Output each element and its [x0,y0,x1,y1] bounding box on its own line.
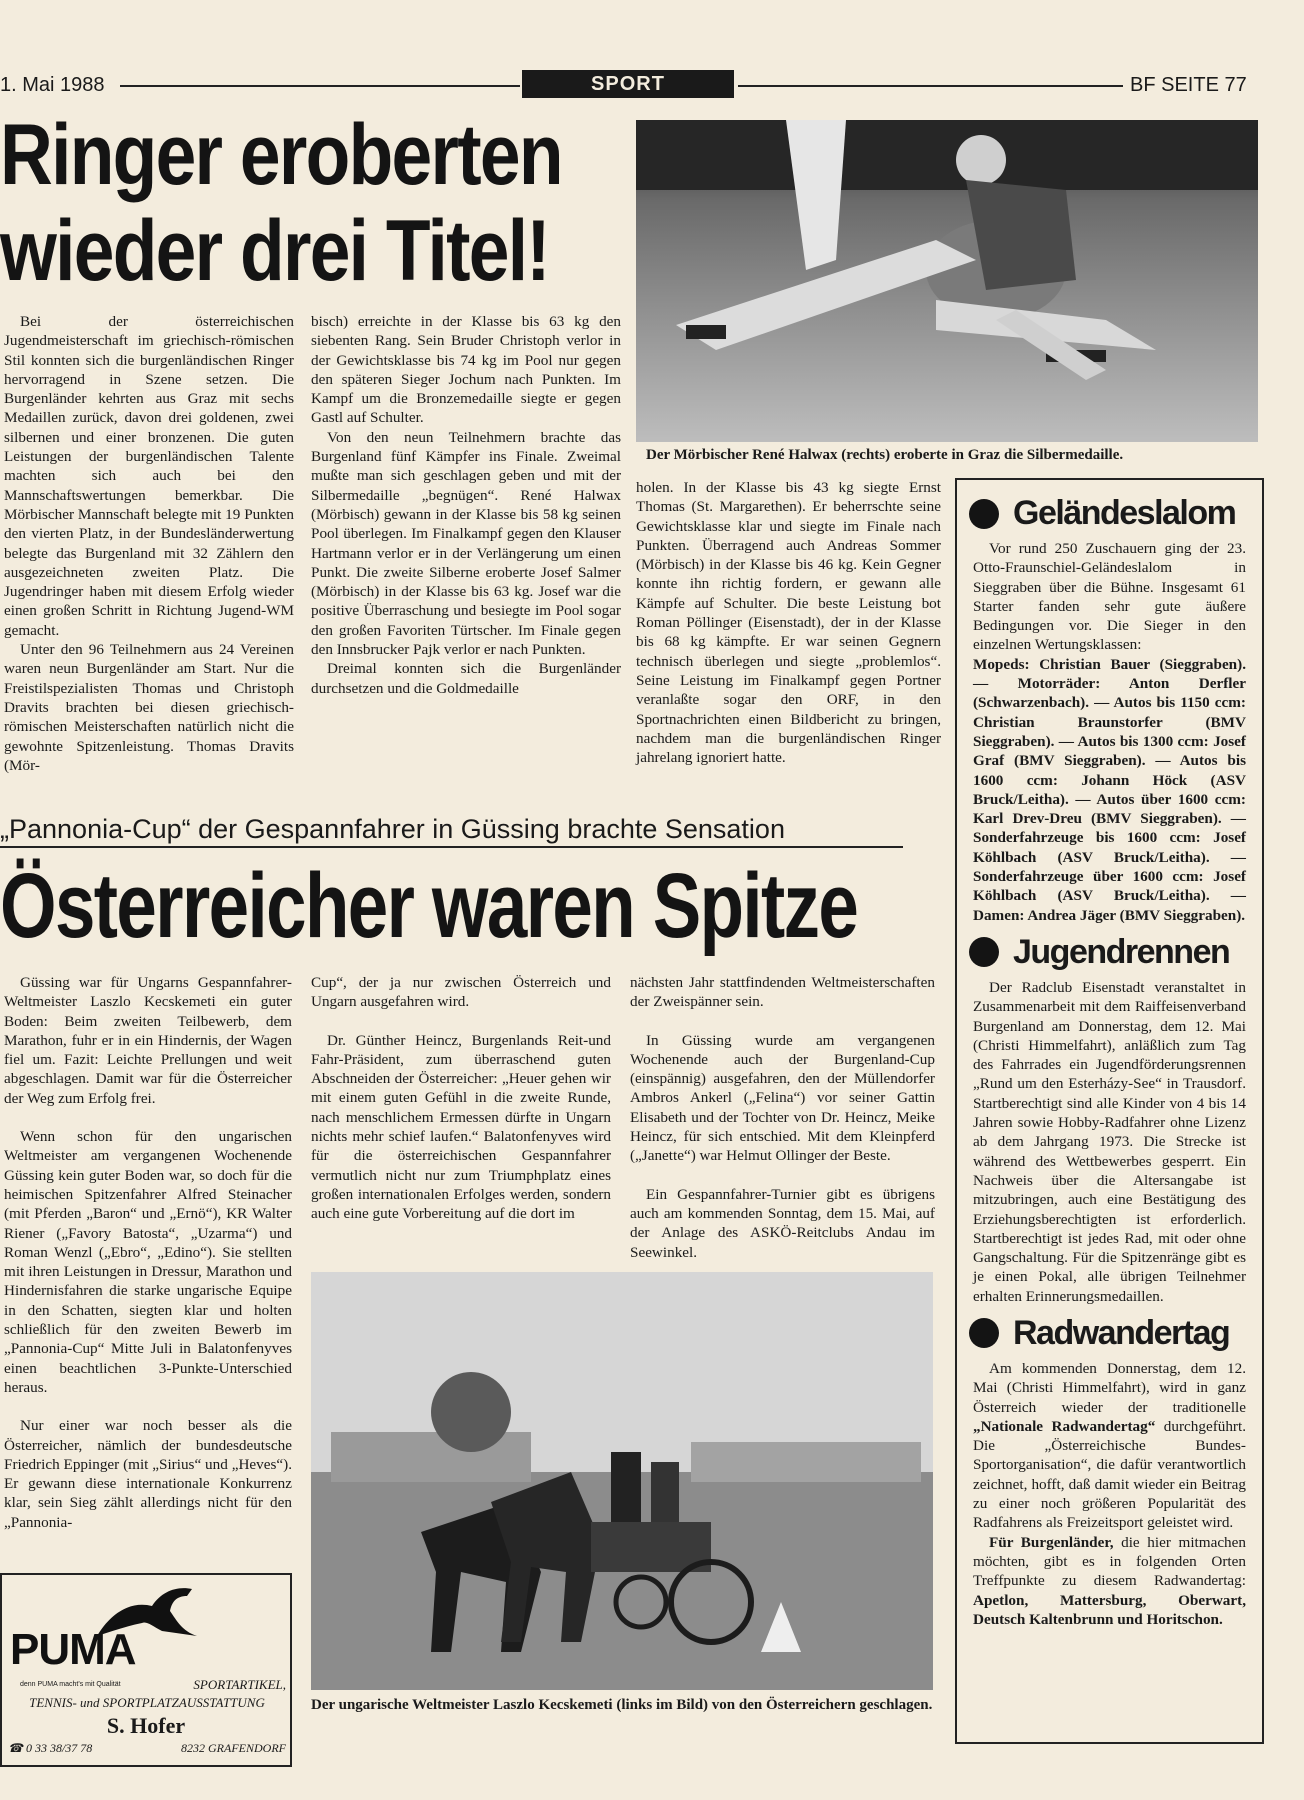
carriage-photo-caption: Der ungarische Weltmeister Laszlo Kecskemeti (links im Bild) von den Österreichern geschlagen. [311,1697,933,1713]
ad-tennis: TENNIS- und SPORTPLATZAUSSTATTUNG [29,1695,265,1710]
puma-logo: PUMA [10,1625,136,1674]
bullet-icon [969,937,999,967]
sidebar-box [955,478,1264,1744]
ad-name: S. Hofer [106,1713,186,1738]
bullet-icon [969,1318,999,1348]
jugendrennen-text: Der Radclub Eisenstadt veranstaltet in Zusammenarbeit mit dem Raiffeisenverband Burgenland am Donnerstag, dem 12. Mai (Christi Himmelfahrt), anläßlich zum Tag des Fahrrades ein Jugendförderungsrennen „Rund um den Esterházy-See“ in Trausdorf. Startberechtigt sind alle Kinder von 4 bis 14 Jahren sowie Hobby-Radfahrer ohne Lizenz ab dem Jahrgang 1973. Die Strecke ist während des Wettbewerbes gesperrt. Ein Nachweis über die Altersangabe ist mitzubringen, auch eine Bestätigung des Erziehungsberechtigten ist erforderlich. Startberechtigt ist jedes Rad, mit oder ohne Gangschaltung. Für die Spitzenränge gibt es je einen Pokal, alle übrigen Teilnehmer erhalten Erinnerungsmedaillen. [973,978,1246,1305]
headline-ringer-1: Ringer eroberten [0,107,562,203]
page-header [0,70,1265,100]
article1-column-3: holen. In der Klasse bis 43 kg siegte Ernst Thomas (St. Margarethen). Er beherrschte seine Gewichtsklasse klar und siegte im Finale nach Punkten. Überragend auch Andreas Sommer (Mörbisch) in der Klasse bis 46 kg. Kein Gegner konnte ihn richtig fordern, er gewann alle Kämpfe auf Schulter. Die beste Leistung bot Roman Pöllinger (Eisenstadt), der in der Klasse bis 68 kg kämpfte. Er war seinen Gegnern technisch überlegen und siegte „problemlos“. Seine Leistung im Finalkampf gegen Portner veranlaßte sogar den ORF, in den Sportnachrichten einen Bildbericht zu bringen, nachdem man die burgenländischen Ringer jahrelang ignoriert hatte. [636,479,941,767]
article1-column-2: bisch) erreichte in der Klasse bis 63 kg den siebenten Rang. Sein Bruder Christoph verlor in der Gewichtsklasse bis 74 kg im Pool nur gegen den späteren Sieger Jochum nach Punkten. Im Kampf um die Bronzemedaille siegte er gegen Gastl auf Schulter. Von den neun Teilnehmern brachte das Burgenland fünf Kämpfer ins Finale. Zweimal mußte man sich geschlagen geben und mit der Silbermedaille „begnügen“. René Halwax (Mörbisch) gewann in der Klasse bis 58 kg seinen Pool überlegen. Im Finalkampf gegen den Klauser Hartmann verlor er in der Verlängerung um einen Punkt. Die zweite Silberne eroberte Josef Salmer (Mörbisch) in der Klasse bis 63 kg. Josef war die positive Überraschung und besiegte im Pool sogar den großen Favoriten Türtscher. Im Finale gegen den Innsbrucker Pajk verlor er nach Punkten. Dreimal konnten sich die Burgenländer durchsetzen und die Goldmedaille [311,313,621,697]
sidebar-heading-jugendrennen: Jugendrennen [957,933,1262,972]
sidebar-heading-radwandertag: Radwandertag [957,1314,1262,1353]
section-label: SPORT [522,70,734,98]
carriage-photo [311,1272,933,1690]
wrestling-photo-caption: Der Mörbischer René Halwax (rechts) eroberte in Graz die Silbermedaille. [646,447,1124,463]
header-rule-left [120,85,520,87]
headline-spitze: Österreicher waren Spitze [0,855,858,957]
issue-date: 1. Mai 1988 [0,74,105,96]
headline-ringer-2: wieder drei Titel! [0,203,549,299]
ad-phone: ☎ 0 33 38/37 78 [8,1741,93,1755]
wrestling-photo [636,120,1258,442]
radwandertag-text: Am kommenden Donnerstag, dem 12. Mai (Christi Himmelfahrt), wird in ganz Österreich wieder der traditionelle „Nationale Radwandertag“ durchgeführt. Die „Österreichische Bundes-Sportorganisation“, die dafür verantwortlich zeichnet, hofft, daß damit wieder ein Beitrag zu einer noch größeren Popularität des Radfahrens als Freizeitsport geleistet wird. Für Burgenländer, die hier mitmachen möchten, gibt es in folgenden Orten Treffpunkte zu diesem Radwandertag: Apetlon, Mattersburg, Oberwart, Deutsch Kaltenbrunn und Horitschon. [973,1359,1247,1628]
kicker-rule [0,846,903,848]
bullet-icon [969,499,999,529]
article2-column-1: Güssing war für Ungarns Gespannfahrer-Weltmeister Laszlo Kecskemeti ein guter Boden: Beim zweiten Teilbewerb, dem Marathon, fuhr er in ein Hindernis, der Wagen fiel um. Fazit: Leichte Prellungen und weit abgeschlagen. Damit war für die Österreicher der Weg zum Erfolg frei. Wenn schon für den ungarischen Weltmeister am vergangenen Wochenende Güssing kein guter Boden war, so doch für die heimischen Spitzenfahrer Alfred Steinacher (mit Pferden „Baron“ und „Ernö“), KR Walter Riener („Favory Batosta“, „Uzarma“) und Roman Wenzl („Ebro“, „Edino“). Sie stellten mit ihren Leistungen in Dressur, Marathon und Hindernisfahren die starke ungarische Equipe in den Schatten, siegten klar und holten schließlich für den zweiten Bewerb im „Pannonia-Cup“ Mitte Juli in Balatonfenyves einen beachtlichen 3-Punkte-Unterschied heraus. Nur einer war noch besser als die Österreicher, nämlich der bundesdeutsche Friedrich Eppinger (mit „Sirius“ und „Heves“). Er gewann diese internationale Konkurrenz klar, sein Sieg zählt allerdings nicht für den „Pannonia- [4,974,292,1531]
page-number: BF SEITE 77 [1130,74,1247,96]
article1-column-1: Bei der österreichischen Jugendmeisterschaft im griechisch-römischen Stil konnten sich die burgenländischen Ringer hervorragend in Szene setzen. Die Burgenländer kehrten aus Graz mit sechs Medaillen zurück, davon drei goldenen, zwei silbernen und einer bronzenen. Die guten Leistungen der burgenländischen Talente machten sich auch bei den Mannschaftswertungen bemerkbar. Die Mörbischer Mannschaft belegte mit 19 Punkten den vierten Platz, in der Bundesländerwertung belegte das Burgenland mit 32 Zählern den ausgezeichneten zweiten Platz. Die Jugendringer haben mit diesem Erfolg wieder einen großen Schritt in Richtung Jugend-WM gemacht. Unter den 96 Teilnehmern aus 24 Vereinen waren neun Burgenländer am Start. Nur die Freistilspezialisten Thomas und Christoph Dravits brachten bei diesen griechisch-römischen Meisterschaften natürlich nicht die gewohnte Spitzenleistung. Thomas Dravits (Mör- [4,313,294,774]
article2-column-2: Cup“, der ja nur zwischen Österreich und Ungarn ausgefahren wird. Dr. Günther Heincz, Burgenlands Reit-und Fahr-Präsident, zum überraschend guten Abschneiden der Österreicher: „Heuer gehen wir mit einem guten Gefühl in die zweite Runde, nach menschlichem Ermessen dürfte in Ungarn nichts mehr schief laufen.“ Balatonfenyves wird für die österreichischen Gespannfahrer vermutlich nicht nur zum Triumphplatz eines großen internationalen Erfolges werden, sondern auch eine gute Vorbereitung auf die dort im [311,974,611,1223]
puma-slogan: denn PUMA macht's mit Qualität [20,1681,121,1688]
article2-column-3: nächsten Jahr stattfindenden Weltmeisterschaften der Zweispänner sein. In Güssing wurde am vergangenen Wochenende auch der Burgenland-Cup (einspännig) ausgefahren, den der Müllendorfer Ambros Ankerl („Felina“) vor seiner Gattin Elisabeth und der Tochter von Dr. Heincz, Meike Heincz, für sich entschied. Mit dem Kleinpferd („Janette“) war Helmut Ollinger der Beste. Ein Gespannfahrer-Turnier gibt es übrigens auch am kommenden Sonntag, dem 15. Mai, auf der Anlage des ASKÖ-Reitclubs Andau im Seewinkel. [630,974,935,1261]
ad-sportartikel: SPORTARTIKEL, [193,1677,286,1692]
gelaendeslalom-text: Vor rund 250 Zuschauern ging der 23. Otto-Fraunschiel-Geländeslalom in Sieggraben über die Bühne. Insgesamt 61 Starter fanden sehr gute äußere Bedingungen vor. Die Sieger in den einzelnen Wertungsklassen: Mopeds: Christian Bauer (Sieggraben). — Motorräder: Anton Derfler (Schwarzenbach). — Autos bis 1150 ccm: Christian Braunstorfer (BMV Sieggraben). — Autos bis 1300 ccm: Josef Graf (BMV Sieggraben). — Autos bis 1600 ccm: Johann Höck (ASV Bruck/Leitha). — Autos über 1600 ccm: Karl Drev-Dreu (BMV Sieggraben). — Sonderfahrzeuge bis 1600 ccm: Josef Köhlbach (ASV Bruck/Leitha). — Sonderfahrzeuge über 1600 ccm: Josef Köhlbach (ASV Bruck/Leitha). — Damen: Andrea Jäger (BMV Sieggraben). [973,540,1246,924]
article2-kicker: „Pannonia-Cup“ der Gespannfahrer in Güssing brachte Sensation [0,814,785,844]
header-rule-right [738,85,1123,87]
sidebar-heading-gelaendeslalom: Geländeslalom [957,494,1262,533]
puma-advertisement [0,1573,292,1767]
ad-address: 8232 GRAFENDORF [181,1741,286,1755]
